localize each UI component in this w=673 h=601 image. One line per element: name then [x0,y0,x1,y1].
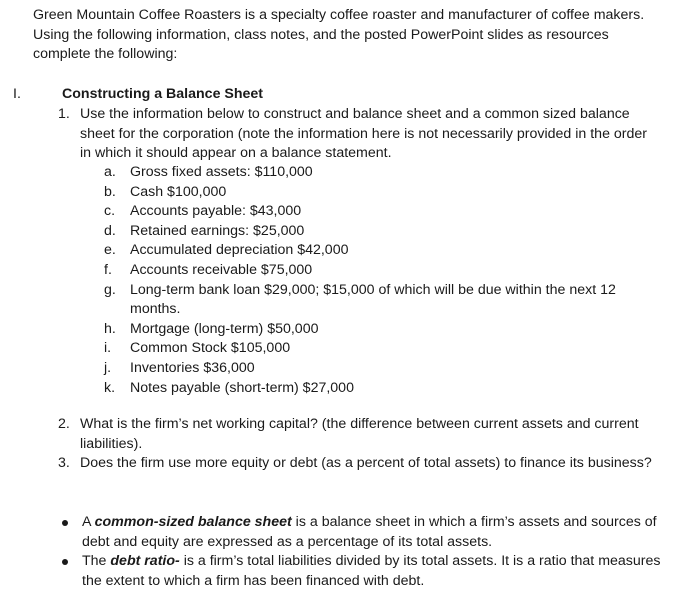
list-item [104,183,644,203]
list-item [104,163,644,183]
item-letter: g. [104,281,116,298]
question-number: 3. [58,455,70,472]
question-text: Use the information below to construct and balance sheet and a common sized balance sheet for the corporation (note the information here is not necessarily provided in the order in which it should appear on a balance statement. [80,106,648,162]
item-letter: h. [104,320,116,337]
list-item [104,281,644,320]
list-item [104,202,644,222]
list-item [104,261,644,281]
item-text: Inventories $36,000 [130,359,255,376]
section-title: Constructing a Balance Sheet [62,86,264,102]
question-list-2 [58,415,658,474]
item-text: Accumulated depreciation $42,000 [130,242,349,259]
question-number: 2. [58,416,70,432]
definition-text: is a firm’s total liabilities divided by its total assets. It is a ratio that measures the extent to which a firm has been financed with debt. [82,553,661,589]
section-numeral: I. [13,86,21,102]
definition-text: is a balance sheet in which a firm’s assets and sources of debt and equity are expressed as a percentage of its total assets. [82,514,657,550]
definition-debt-ratio [62,552,662,591]
definition-term: debt ratio- [110,553,180,570]
question-text: What is the firm’s net working capital? (the difference between current assets and current liabilities). [80,416,639,452]
question-list-1 [58,105,658,164]
item-letter: i. [104,340,112,357]
definition-common-sized [62,513,662,552]
list-item [104,222,644,242]
intro-paragraph: Green Mountain Coffee Roasters is a specialty coffee roaster and manufacturer of coffee makers. Using the following information, class notes, and the posted PowerPoint slides as resources complete the following: [33,7,645,63]
question-2 [58,415,658,454]
definition-prefix: A [82,514,95,530]
item-letter: d. [104,222,116,239]
definition-list [62,513,662,591]
bullet-icon [62,520,68,526]
item-text: Long-term bank loan $29,000; $15,000 of which will be due within the next 12 months. [130,281,616,318]
question-number: 1. [58,106,70,122]
item-letter: a. [104,164,116,180]
definition-prefix: The [82,553,111,570]
list-item [104,241,644,261]
question-text: Does the firm use more equity or debt (as a percent of total assets) to finance its business? [80,455,652,472]
item-letter: b. [104,183,116,200]
item-text: Accounts payable: $43,000 [130,203,302,220]
list-item [104,339,644,359]
list-item [104,359,644,379]
list-item [104,320,644,340]
item-text: Accounts receivable $75,000 [130,261,313,278]
item-text: Common Stock $105,000 [130,340,291,357]
item-text: Cash $100,000 [130,183,227,200]
item-text: Notes payable (short-term) $27,000 [130,379,354,396]
item-list [104,163,644,398]
bullet-icon [62,559,68,565]
list-item [104,379,644,399]
item-text: Mortgage (long-term) $50,000 [130,320,319,337]
question-1 [58,105,658,164]
item-letter: f. [104,261,112,278]
item-letter: j. [104,359,112,376]
definition-term: common-sized balance sheet [94,514,292,530]
item-letter: e. [104,242,116,259]
item-text: Gross fixed assets: $110,000 [130,164,313,180]
question-3 [58,454,658,474]
item-letter: c. [104,203,116,220]
item-text: Retained earnings: $25,000 [130,222,305,239]
item-letter: k. [104,379,116,396]
